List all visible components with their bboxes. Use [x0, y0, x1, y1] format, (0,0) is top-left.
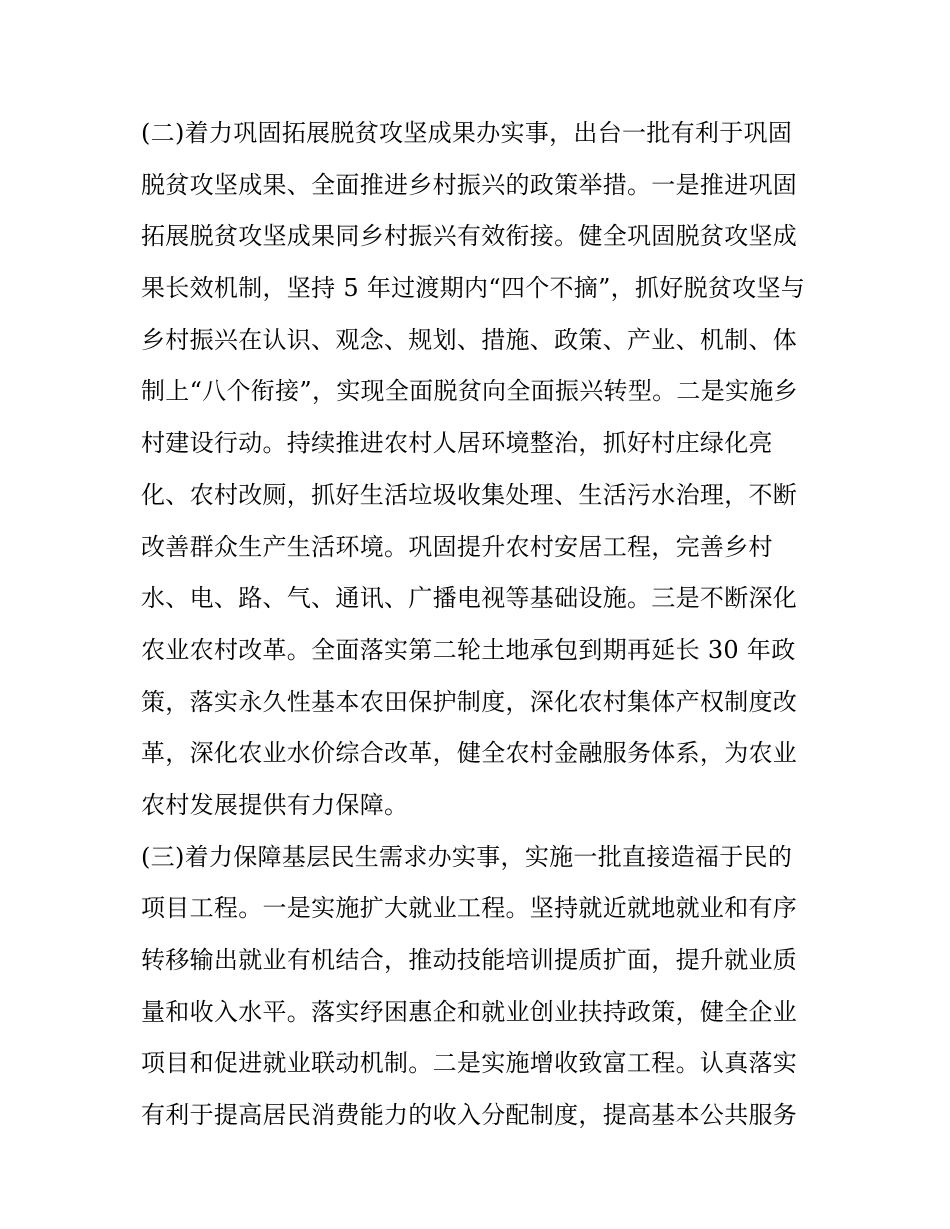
text-line: 有利于提高居民消费能力的收入分配制度，提高基本公共服务: [141, 1101, 798, 1130]
text-line: 农业农村改革。全面落实第二轮土地承包到期再延长 30 年政: [141, 635, 796, 664]
text-line: 转移输出就业有机结合，推动技能培训提质扩面，提升就业质: [141, 946, 798, 974]
text-line: 项目工程。一是实施扩大就业工程。坚持就近就地就业和有序: [141, 894, 798, 923]
text-line: 乡村振兴在认识、观念、规划、措施、政策、产业、机制、体: [141, 325, 798, 354]
text-line: 果长效机制，坚持 5 年过渡期内“四个不摘”，抓好脱贫攻坚与: [141, 274, 806, 303]
text-line: 拓展脱贫攻坚成果同乡村振兴有效衔接。健全巩固脱贫攻坚成: [141, 222, 798, 251]
body-text: [141, 108, 841, 1142]
text-line: 革，深化农业水价综合改革，健全农村金融服务体系，为农业: [141, 739, 798, 768]
text-line: 脱贫攻坚成果、全面推进乡村振兴的政策举措。一是推进巩固: [141, 170, 798, 199]
text-line: 村建设行动。持续推进农村人居环境整治，抓好村庄绿化亮: [141, 429, 773, 458]
text-line: 量和收入水平。落实纾困惠企和就业创业扶持政策，健全企业: [141, 997, 798, 1026]
text-line: 水、电、路、气、通讯、广播电视等基础设施。三是不断深化: [141, 584, 798, 613]
text-line: 项目和促进就业联动机制。二是实施增收致富工程。认真落实: [141, 1049, 798, 1078]
text-line: 化、农村改厕，抓好生活垃圾收集处理、生活污水治理，不断: [141, 480, 798, 509]
text-line: (二)着力巩固拓展脱贫攻坚成果办实事，出台一批有利于巩固: [141, 119, 793, 147]
text-line: 制上“八个衔接”，实现全面脱贫向全面振兴转型。二是实施乡: [141, 377, 798, 406]
text-line: 改善群众生产生活环境。巩固提升农村安居工程，完善乡村: [141, 532, 773, 561]
text-line: 策，落实永久性基本农田保护制度，深化农村集体产权制度改: [141, 687, 798, 716]
text-line: 农村发展提供有力保障。: [141, 790, 409, 819]
text-line: (三)着力保障基层民生需求办实事，实施一批直接造福于民的: [141, 842, 793, 871]
